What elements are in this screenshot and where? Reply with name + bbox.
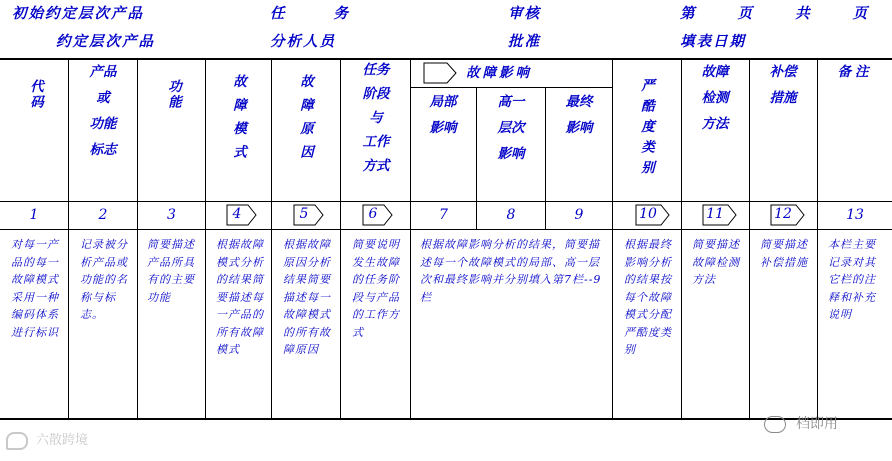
analyst-label: 分析人员 xyxy=(270,33,336,50)
col-header-failure-mode: 故障模式 xyxy=(230,74,246,168)
col-number-11: 11 xyxy=(706,206,724,222)
col-number-11-flag xyxy=(702,204,736,224)
col-divider xyxy=(271,58,272,419)
table-top-border xyxy=(0,58,892,60)
desc-detection: 简要描述故障检测方法 xyxy=(692,238,740,286)
desc-function: 简要描述产品所具有的主要功能 xyxy=(147,238,195,304)
desc-failure-effect: 根据故障影响分析的结果，简要描述每一个故障模式的局部、高一层次和最终影响并分别填入第7栏--9栏 xyxy=(420,238,602,304)
number-row-bottom xyxy=(0,229,892,230)
table-header-bottom xyxy=(0,201,892,202)
col-number-1: 1 xyxy=(29,207,39,223)
col-header-higher-effect: 高一 层次 影响 xyxy=(497,94,525,162)
col-number-8: 8 xyxy=(506,207,516,223)
desc-code: 对每一产品的每一故障模式采用一种编码体系进行标识 xyxy=(11,238,59,339)
col-number-6-flag xyxy=(362,204,392,224)
desc-product: 记录被分析产品或功能的名称与标志。 xyxy=(80,238,128,321)
col-number-5: 5 xyxy=(299,206,309,222)
col-divider xyxy=(68,58,69,419)
col-header-code: 代码 xyxy=(27,78,43,110)
col-header-severity: 严酷度类别 xyxy=(638,77,654,181)
col-divider xyxy=(137,58,138,419)
col-number-5-flag xyxy=(293,204,323,224)
desc-remarks: 本栏主要记录对其它栏的注释和补充说明 xyxy=(828,238,876,321)
watermark-logo-icon xyxy=(6,432,28,450)
col-header-local-effect: 局部 影响 xyxy=(429,94,457,136)
col-header-product-function: 产品 或 功能 标志 xyxy=(89,64,117,158)
col-number-13: 13 xyxy=(846,207,864,223)
col-number-10-flag xyxy=(635,204,669,224)
col-divider xyxy=(817,58,818,419)
col-header-failure-cause: 故障原因 xyxy=(297,74,313,168)
col-number-4: 4 xyxy=(232,206,242,222)
col-number-12: 12 xyxy=(774,206,792,222)
col-divider xyxy=(205,58,206,419)
watermark-left: 六散跨境 xyxy=(6,429,88,450)
approve-label: 批准 xyxy=(508,33,541,50)
col-divider xyxy=(681,58,682,419)
agreed-product-label: 约定层次产品 xyxy=(56,33,155,50)
col-header-remarks: 备注 xyxy=(837,64,873,80)
table-bottom-border xyxy=(0,418,892,420)
col-header-detection: 故障 检测 方法 xyxy=(701,64,729,132)
col-number-9: 9 xyxy=(574,207,584,223)
wechat-icon xyxy=(764,416,786,433)
watermark-right: 档即用 xyxy=(764,413,838,433)
col-number-12-flag xyxy=(770,204,804,224)
effect-arrow-shape xyxy=(423,61,459,85)
desc-compensation: 简要描述补偿措施 xyxy=(760,238,808,269)
col-divider xyxy=(749,58,750,419)
effect-subheader-line xyxy=(410,87,612,88)
col-number-10: 10 xyxy=(639,206,657,222)
initial-product-label: 初始约定层次产品 xyxy=(12,5,144,22)
col-divider xyxy=(340,58,341,419)
review-label: 审核 xyxy=(508,5,541,22)
col-header-final-effect: 最终 影响 xyxy=(565,94,593,136)
desc-severity: 根据最终影响分析的结果按每个故障模式分配严酷度类别 xyxy=(624,238,672,356)
col-divider xyxy=(612,58,613,419)
col-header-failure-effect: 故障影响 xyxy=(466,65,532,81)
col-number-4-flag xyxy=(226,204,256,224)
col-number-2: 2 xyxy=(98,207,108,223)
col-number-7: 7 xyxy=(439,207,448,223)
desc-task-phase: 简要说明发生故障的任务阶段与产品的工作方式 xyxy=(352,238,400,339)
desc-failure-cause: 根据故障原因分析结果简要描述每一故障模式的所有故障原因 xyxy=(283,238,331,356)
desc-failure-mode: 根据故障模式分析的结果简要描述每一产品的所有故障模式 xyxy=(216,238,264,356)
fill-date-label: 填表日期 xyxy=(680,33,746,50)
col-header-compensation: 补偿 措施 xyxy=(769,64,797,106)
col-header-function: 功能 xyxy=(165,78,181,110)
col-number-6: 6 xyxy=(368,206,378,222)
col-divider xyxy=(410,58,411,419)
col-number-3: 3 xyxy=(167,207,176,223)
task-label: 任 务 xyxy=(270,5,351,22)
page-count-label: 第 页 共 页 xyxy=(680,5,870,22)
col-header-task-phase: 任务 阶段 与 工作 方式 xyxy=(362,62,390,174)
